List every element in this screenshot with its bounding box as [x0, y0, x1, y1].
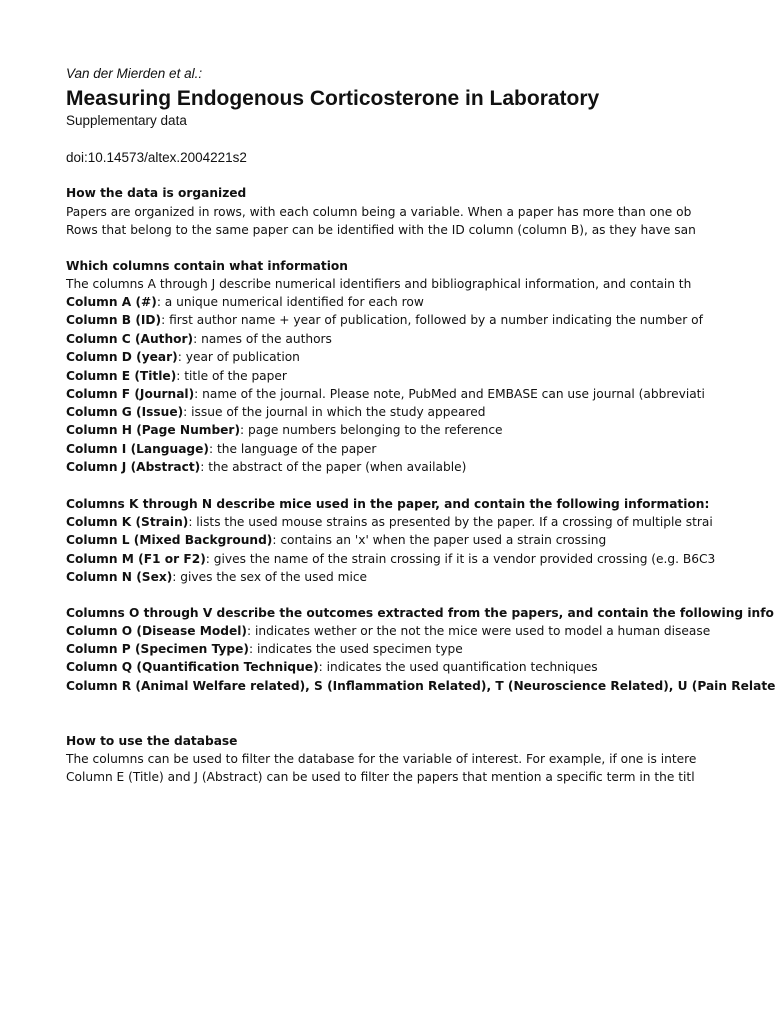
column-label: Column A (#)	[66, 295, 157, 309]
column-text: : the abstract of the paper (when available)	[200, 460, 467, 474]
column-label: Column G (Issue)	[66, 405, 184, 419]
column-label: Column D (year)	[66, 350, 178, 364]
column-description	[66, 422, 503, 438]
column-label: Column K (Strain)	[66, 515, 189, 529]
column-text: : page numbers belonging to the reference	[240, 423, 503, 437]
column-label: Column Q (Quantification Technique)	[66, 660, 319, 674]
column-text: : name of the journal. Please note, PubMed and EMBASE can use journal (abbreviati	[194, 387, 705, 401]
column-label: Column P (Specimen Type)	[66, 642, 249, 656]
column-text: : the language of the paper	[209, 442, 377, 456]
section-heading-usage: How to use the database	[66, 734, 238, 748]
paragraph-line: Columns K through N describe mice used in the paper, and contain the following information:	[66, 497, 710, 511]
column-text: : gives the name of the strain crossing if it is a vendor provided crossing (e.g. B6C3	[205, 552, 716, 566]
paragraph-line: The columns A through J describe numerical identifiers and bibliographical information, and contain th	[66, 277, 692, 291]
column-description	[66, 641, 463, 657]
column-description	[66, 623, 710, 639]
page-content	[66, 0, 775, 1024]
column-text: : issue of the journal in which the study appeared	[183, 405, 486, 419]
column-text: : indicates wether or the not the mice were used to model a human disease	[247, 624, 711, 638]
column-label: Column C (Author)	[66, 332, 194, 346]
column-label: Column M (F1 or F2)	[66, 552, 206, 566]
section-heading-columns: Which columns contain what information	[66, 259, 348, 273]
column-label: Column L (Mixed Background)	[66, 533, 273, 547]
column-description	[66, 404, 485, 420]
column-description	[66, 678, 775, 694]
section-heading-organized: How the data is organized	[66, 186, 247, 200]
subtitle: Supplementary data	[66, 113, 187, 128]
paragraph-line: Column E (Title) and J (Abstract) can be used to filter the papers that mention a specific term in the titl	[66, 770, 695, 784]
column-text: : a unique numerical identified for each row	[156, 295, 424, 309]
column-text: : year of publication	[177, 350, 300, 364]
document-title: Measuring Endogenous Corticosterone in Laboratory	[66, 87, 600, 110]
column-label: Column J (Abstract)	[66, 460, 201, 474]
paragraph-line: Columns O through V describe the outcomes extracted from the papers, and contain the following info	[66, 606, 774, 620]
column-label: Column B (ID)	[66, 313, 162, 327]
paragraph-line: Rows that belong to the same paper can be identified with the ID column (column B), as they have san	[66, 223, 696, 237]
column-label: Column R (Animal Welfare related), S (Inflammation Related), T (Neuroscience Related), U (Pain Relate	[66, 679, 775, 693]
column-label: Column O (Disease Model)	[66, 624, 248, 638]
paragraph-line: Papers are organized in rows, with each column being a variable. When a paper has more than one ob	[66, 205, 692, 219]
column-description	[66, 294, 424, 310]
column-label: Column E (Title)	[66, 369, 177, 383]
column-label: Column N (Sex)	[66, 570, 173, 584]
column-text: : contains an 'x' when the paper used a strain crossing	[272, 533, 607, 547]
column-label: Column I (Language)	[66, 442, 209, 456]
column-description	[66, 368, 287, 384]
column-label: Column F (Journal)	[66, 387, 195, 401]
column-text: : gives the sex of the used mice	[172, 570, 368, 584]
column-description	[66, 551, 715, 567]
column-description	[66, 569, 367, 585]
column-description	[66, 331, 332, 347]
column-text: : indicates the used specimen type	[248, 642, 463, 656]
column-description	[66, 386, 705, 402]
author-line: Van der Mierden et al.:	[66, 66, 203, 81]
column-text: : title of the paper	[176, 369, 287, 383]
column-description	[66, 514, 713, 530]
column-text: : names of the authors	[193, 332, 332, 346]
column-text: : first author name + year of publication, followed by a number indicating the number of	[161, 313, 703, 327]
column-description	[66, 459, 466, 475]
column-description	[66, 659, 598, 675]
column-description	[66, 349, 300, 365]
column-description	[66, 312, 703, 328]
column-text: : lists the used mouse strains as presented by the paper. If a crossing of multiple strai	[188, 515, 713, 529]
column-label: Column H (Page Number)	[66, 423, 241, 437]
column-description	[66, 532, 606, 548]
column-text: : indicates the used quantification techniques	[318, 660, 598, 674]
paragraph-line: The columns can be used to filter the database for the variable of interest. For example, if one is intere	[66, 752, 697, 766]
doi-line: doi:10.14573/altex.2004221s2	[66, 150, 247, 165]
column-description	[66, 441, 376, 457]
